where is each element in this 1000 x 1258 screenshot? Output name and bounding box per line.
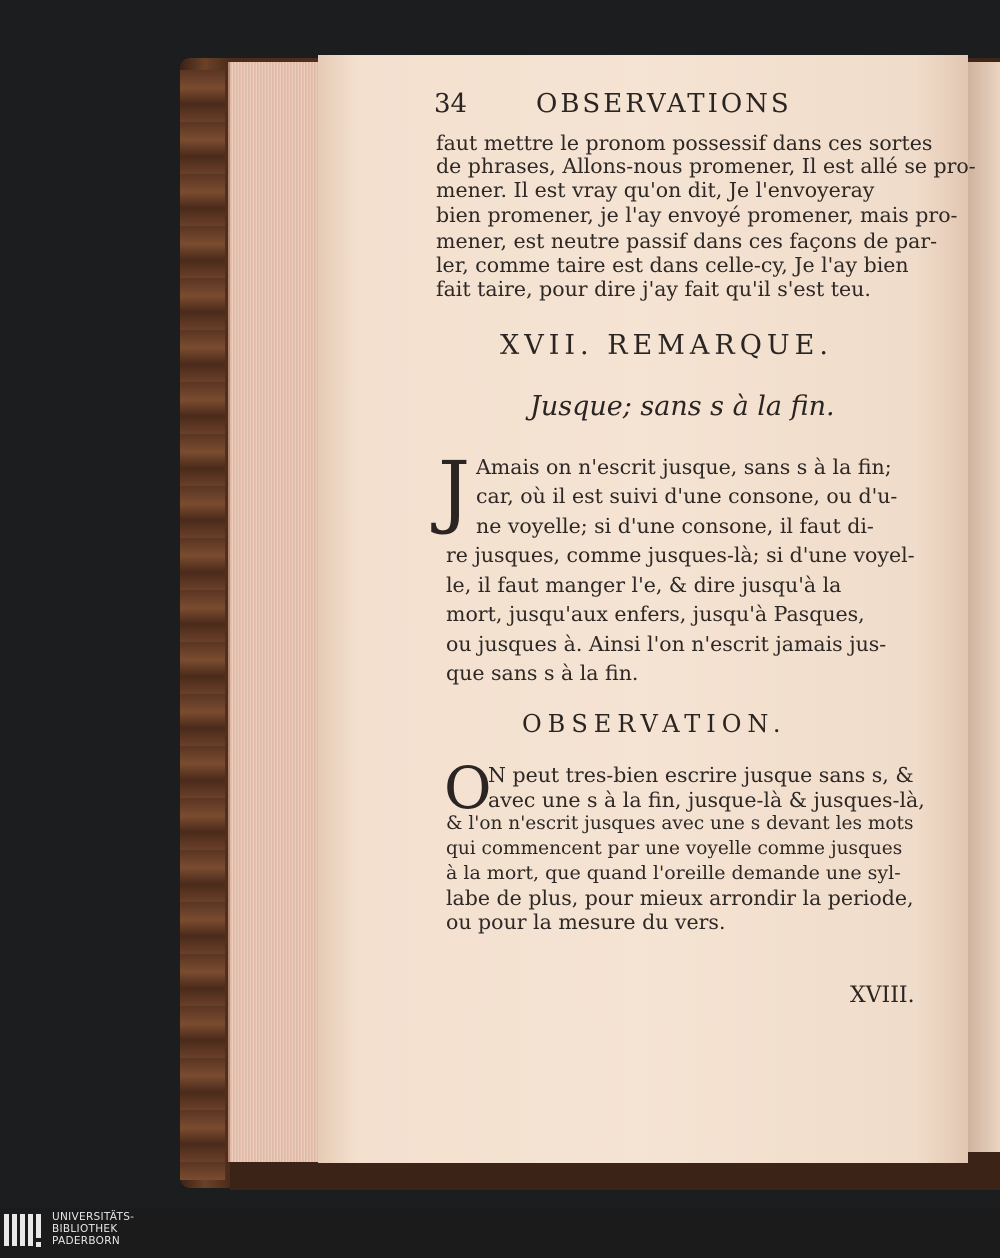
catchword: XVIII. bbox=[850, 983, 915, 1008]
page-number: 34 bbox=[434, 89, 468, 119]
text-line: ou pour la mesure du vers. bbox=[446, 910, 726, 934]
text-line: de phrases, Allons-nous promener, Il est allé se pro- bbox=[436, 154, 976, 178]
text-line: mort, jusqu'aux enfers, jusqu'à Pasques, bbox=[446, 602, 865, 626]
library-name-line1: UNIVERSITÄTS- bbox=[52, 1211, 135, 1223]
text-line: labe de plus, pour mieux arrondir la periode, bbox=[446, 886, 914, 910]
remarque-heading: XVII. REMARQUE. bbox=[500, 330, 833, 361]
text-line: car, où il est suivi d'une consone, ou d'u- bbox=[476, 484, 898, 508]
text-line: & l'on n'escrit jusques avec une s devant les mots bbox=[446, 813, 914, 834]
library-name-line2: BIBLIOTHEK bbox=[52, 1223, 118, 1235]
observation-heading: OBSERVATION. bbox=[522, 710, 787, 738]
text-line: Amais on n'escrit jusque, sans s à la fin; bbox=[476, 455, 892, 479]
drop-cap-j: J bbox=[438, 444, 471, 537]
text-line: faut mettre le pronom possessif dans ces sortes bbox=[436, 131, 933, 155]
text-line: re jusques, comme jusques-là; si d'une voyel- bbox=[446, 543, 915, 567]
text-line: mener, est neutre passif dans ces façons de par- bbox=[436, 229, 938, 253]
text-line: qui commencent par une voyelle comme jusques bbox=[446, 838, 903, 859]
text-line: fait taire, pour dire j'ay fait qu'il s'est teu. bbox=[436, 277, 871, 301]
book-page bbox=[318, 55, 976, 1163]
drop-cap-o: O bbox=[444, 754, 492, 822]
library-name-line3: PADERBORN bbox=[52, 1235, 120, 1247]
library-logo-icon bbox=[4, 1210, 46, 1254]
text-line: bien promener, je l'ay envoyé promener, mais pro- bbox=[436, 203, 958, 227]
text-line: que sans s à la fin. bbox=[446, 661, 639, 685]
page-edges bbox=[228, 62, 325, 1162]
text-line: à la mort, que quand l'oreille demande une syl- bbox=[446, 862, 901, 884]
text-line: N peut tres-bien escrire jusque sans s, & bbox=[488, 763, 914, 787]
text-line: ler, comme taire est dans celle-cy, Je l'ay bien bbox=[436, 253, 909, 277]
text-line: mener. Il est vray qu'on dit, Je l'envoyeray bbox=[436, 178, 875, 202]
text-line: le, il faut manger l'e, & dire jusqu'à la bbox=[446, 573, 842, 597]
running-head: OBSERVATIONS bbox=[536, 89, 792, 119]
remarque-subtitle: Jusque; sans s à la fin. bbox=[530, 391, 835, 422]
library-footer bbox=[0, 1208, 1000, 1258]
book-spine bbox=[180, 70, 225, 1180]
text-line: ne voyelle; si d'une consone, il faut di- bbox=[476, 514, 874, 538]
text-line: avec une s à la fin, jusque-là & jusques-là, bbox=[488, 788, 925, 812]
text-line: ou jusques à. Ainsi l'on n'escrit jamais jus- bbox=[446, 632, 887, 656]
